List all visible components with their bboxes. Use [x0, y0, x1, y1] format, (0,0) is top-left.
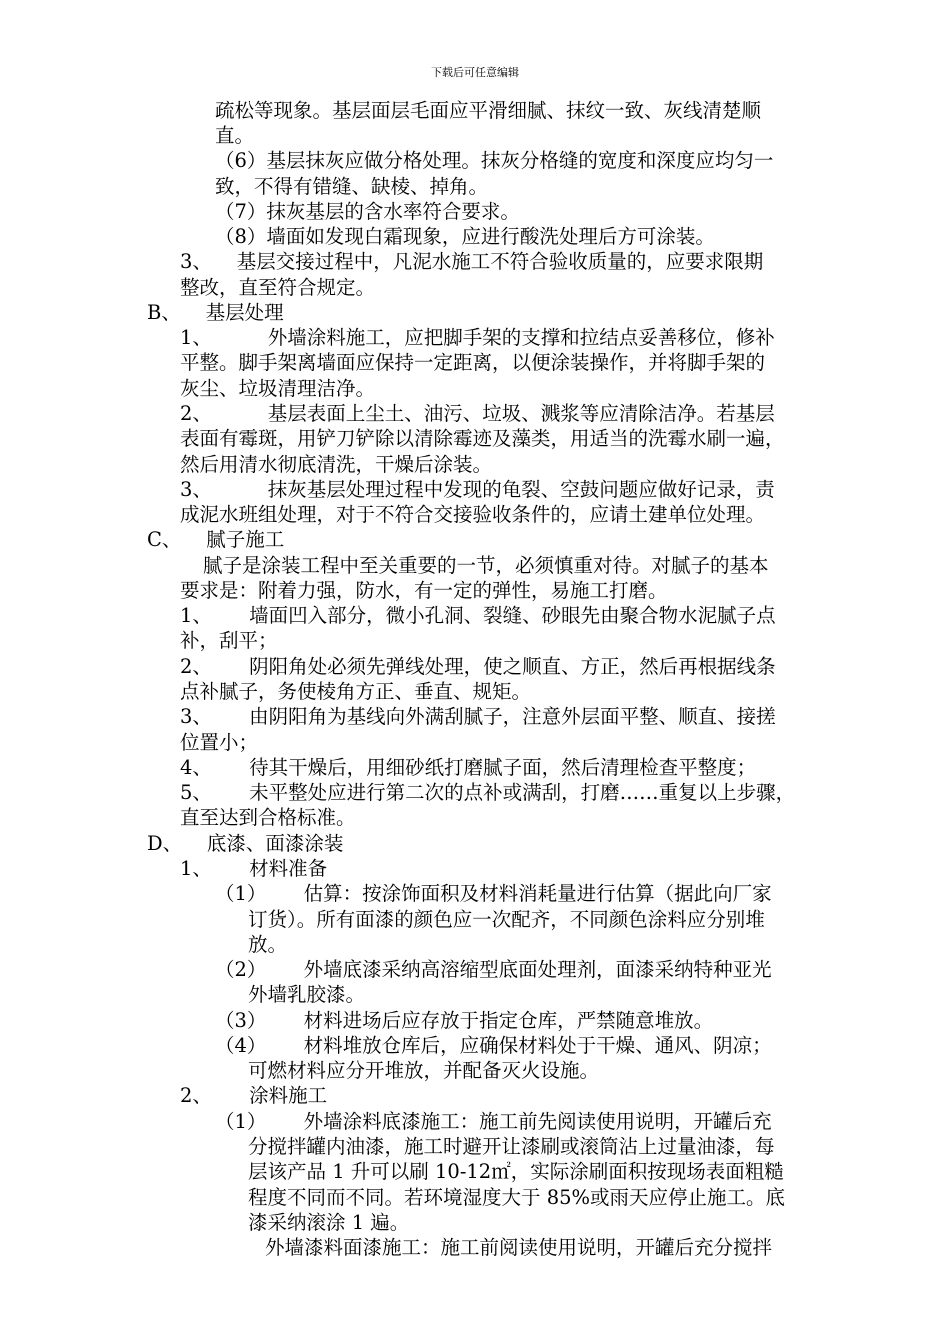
section-heading: D、 底漆、面漆涂装 — [147, 832, 344, 855]
text-line: 程度不同而不同。若环境湿度大于 85%或雨天应停止施工。底 — [248, 1186, 786, 1209]
text-line: 直。 — [215, 124, 255, 147]
text-line: 3、 抹灰基层处理过程中发现的龟裂、空鼓问题应做好记录，责 — [180, 478, 775, 501]
text-line: 5、 未平整处应进行第二次的点补或满刮，打磨……重复以上步骤， — [180, 781, 796, 804]
page-header: 下载后可任意编辑 — [431, 66, 519, 79]
text-line: 层该产品 1 升可以刷 10-12㎡，实际涂刷面积按现场表面粗糙 — [248, 1160, 784, 1183]
text-line: 要求是：附着力强，防水，有一定的弹性，易施工打磨。 — [180, 579, 668, 602]
text-line: 2、 基层表面上尘土、油污、垃圾、溅浆等应清除洁净。若基层 — [180, 402, 775, 425]
text-line: （7）抹灰基层的含水率符合要求。 — [215, 200, 520, 223]
text-line: 订货）。所有面漆的颜色应一次配齐，不同颜色涂料应分别堆 — [248, 908, 765, 931]
text-line: 整改，直至符合规定。 — [180, 276, 376, 299]
text-line: 4、 待其干燥后，用细砂纸打磨腻子面，然后清理检查平整度； — [180, 756, 757, 779]
text-line: 放。 — [248, 933, 288, 956]
text-line: 灰尘、垃圾清理洁净。 — [180, 377, 376, 400]
text-line: 直至达到合格标准。 — [180, 806, 356, 829]
text-line: 腻子是涂装工程中至关重要的一节，必须慎重对待。对腻子的基本 — [203, 554, 769, 577]
text-line: 1、 墙面凹入部分，微小孔洞、裂缝、砂眼先由聚合物水泥腻子点 — [180, 604, 776, 627]
text-line: 2、 涂料施工 — [180, 1084, 328, 1107]
text-line: 1、 材料准备 — [180, 857, 328, 880]
text-line: 疏松等现象。基层面层毛面应平滑细腻、抹纹一致、灰线清楚顺 — [215, 99, 762, 122]
text-line: 位置小； — [180, 731, 259, 754]
text-line: 补，刮平； — [180, 629, 278, 652]
text-line: 外墙漆料面漆施工：施工前阅读使用说明，开罐后充分搅拌 — [265, 1236, 773, 1259]
text-line: 表面有霉斑，用铲刀铲除以清除霉迹及藻类，用适当的洗霉水刷一遍， — [180, 427, 785, 450]
text-line: 3、 由阴阳角为基线向外满刮腻子，注意外层面平整、顺直、接搓 — [180, 705, 776, 728]
text-line: 成泥水班组处理，对于不符合交接验收条件的，应请土建单位处理。 — [180, 503, 766, 526]
text-line: 平整。脚手架离墙面应保持一定距离，以便涂装操作，并将脚手架的 — [180, 351, 766, 374]
text-line: （3） 材料进场后应存放于指定仓库，严禁随意堆放。 — [215, 1009, 714, 1032]
text-line: （1） 估算：按涂饰面积及材料消耗量进行估算（据此向厂家 — [215, 882, 772, 905]
text-line: （6）基层抹灰应做分格处理。抹灰分格缝的宽度和深度应均匀一 — [215, 149, 774, 172]
section-heading: C、 腻子施工 — [147, 528, 285, 551]
text-line: （8）墙面如发现白霜现象，应进行酸洗处理后方可涂装。 — [215, 225, 715, 248]
text-line: 致，不得有错缝、缺棱、掉角。 — [215, 175, 489, 198]
text-line: 点补腻子，务使棱角方正、垂直、规矩。 — [180, 680, 532, 703]
section-heading: B、 基层处理 — [147, 301, 284, 324]
text-line: （1） 外墙涂料底漆施工：施工前先阅读使用说明，开罐后充 — [215, 1110, 772, 1133]
text-line: 然后用清水彻底清洗，干燥后涂装。 — [180, 453, 493, 476]
text-line: （2） 外墙底漆采纳高溶缩型底面处理剂，面漆采纳特种亚光 — [215, 958, 772, 981]
text-line: 漆采纳滚涂 1 遍。 — [248, 1211, 410, 1234]
text-line: （4） 材料堆放仓库后，应确保材料处于干燥、通风、阴凉； — [215, 1034, 772, 1057]
text-line: 2、 阴阳角处必须先弹线处理，使之顺直、方正，然后再根据线条 — [180, 655, 776, 678]
text-line: 可燃材料应分开堆放，并配备灭火设施。 — [248, 1059, 600, 1082]
text-line: 分搅拌罐内油漆，施工时避开让漆刷或滚筒沾上过量油漆，每 — [248, 1135, 775, 1158]
text-line: 3、 基层交接过程中，凡泥水施工不符合验收质量的，应要求限期 — [180, 250, 764, 273]
text-line: 1、 外墙涂料施工，应把脚手架的支撑和拉结点妥善移位，修补 — [180, 326, 775, 349]
text-line: 外墙乳胶漆。 — [248, 983, 366, 1006]
